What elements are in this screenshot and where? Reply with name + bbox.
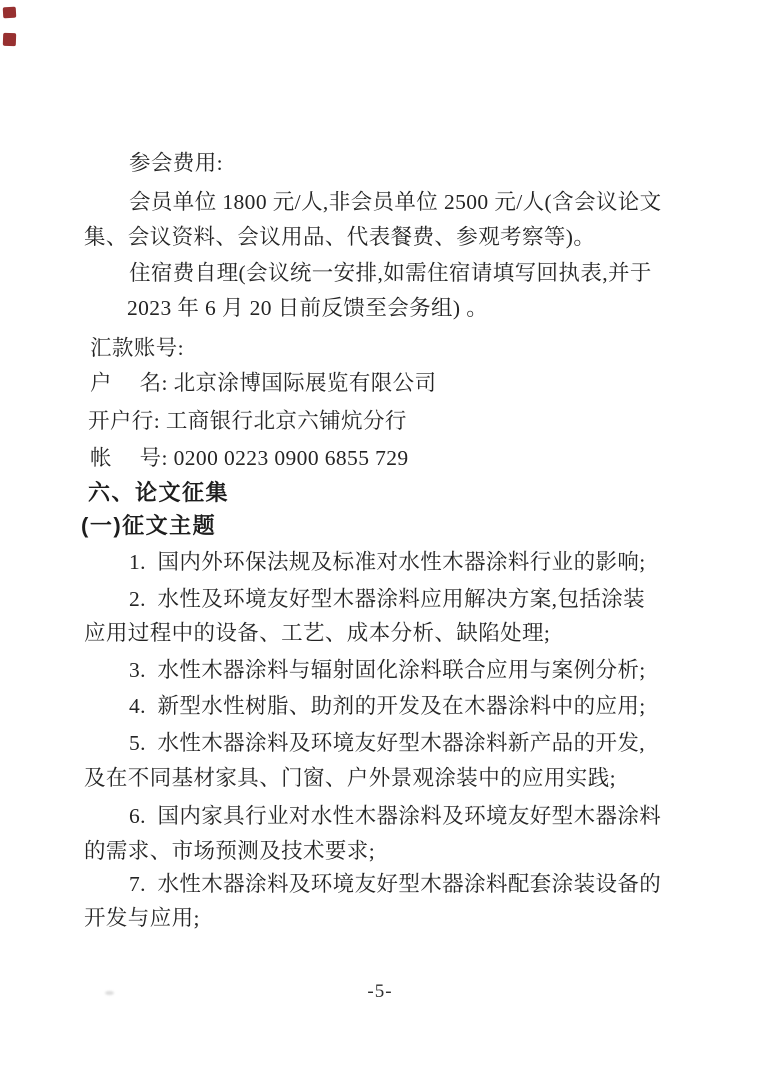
fees-heading: 参会费用: (129, 151, 223, 175)
remittance-account-number: 帐 号: 0200 0223 0900 6855 729 (90, 446, 409, 470)
fees-line-4: 2023 年 6 月 20 日前反馈至会务组) 。 (127, 296, 489, 320)
page-number: -5- (367, 981, 393, 1002)
fees-line-2: 集、会议资料、会议用品、代表餐费、参观考察等)。 (84, 225, 596, 249)
red-stamp-mark-bottom (3, 33, 16, 46)
remittance-account-name: 户 名: 北京涂博国际展览有限公司 (90, 371, 437, 395)
topic-item-6-line-2: 的需求、市场预测及技术要求; (84, 839, 376, 863)
section-subheading: (一)征文主题 (81, 513, 217, 538)
remittance-heading: 汇款账号: (90, 336, 184, 360)
topic-item-7-line-1: 7. 水性木器涂料及环境友好型木器涂料配套涂装设备的 (129, 872, 662, 896)
topic-item-7-line-2: 开发与应用; (84, 906, 200, 930)
remittance-bank-branch: 开户行: 工商银行北京六铺炕分行 (88, 409, 407, 433)
topic-item-1: 1. 国内外环保法规及标准对水性木器涂料行业的影响; (129, 550, 646, 574)
topic-item-3: 3. 水性木器涂料与辐射固化涂料联合应用与案例分析; (129, 658, 646, 682)
red-stamp-mark-top (3, 7, 17, 19)
fees-line-3: 住宿费自理(会议统一安排,如需住宿请填写回执表,并于 (129, 261, 652, 285)
topic-item-6-line-1: 6. 国内家具行业对水性木器涂料及环境友好型木器涂料 (129, 804, 662, 828)
topic-item-5-line-2: 及在不同基材家具、门窗、户外景观涂装中的应用实践; (84, 766, 616, 790)
topic-item-4: 4. 新型水性树脂、助剂的开发及在木器涂料中的应用; (129, 694, 646, 718)
topic-item-2-line-1: 2. 水性及环境友好型木器涂料应用解决方案,包括涂装 (129, 587, 646, 611)
topic-item-5-line-1: 5. 水性木器涂料及环境友好型木器涂料新产品的开发, (129, 731, 646, 755)
section-heading: 六、论文征集 (88, 480, 230, 505)
topic-item-2-line-2: 应用过程中的设备、工艺、成本分析、缺陷处理; (84, 621, 551, 645)
fees-line-1: 会员单位 1800 元/人,非会员单位 2500 元/人(含会议论文 (129, 190, 662, 214)
